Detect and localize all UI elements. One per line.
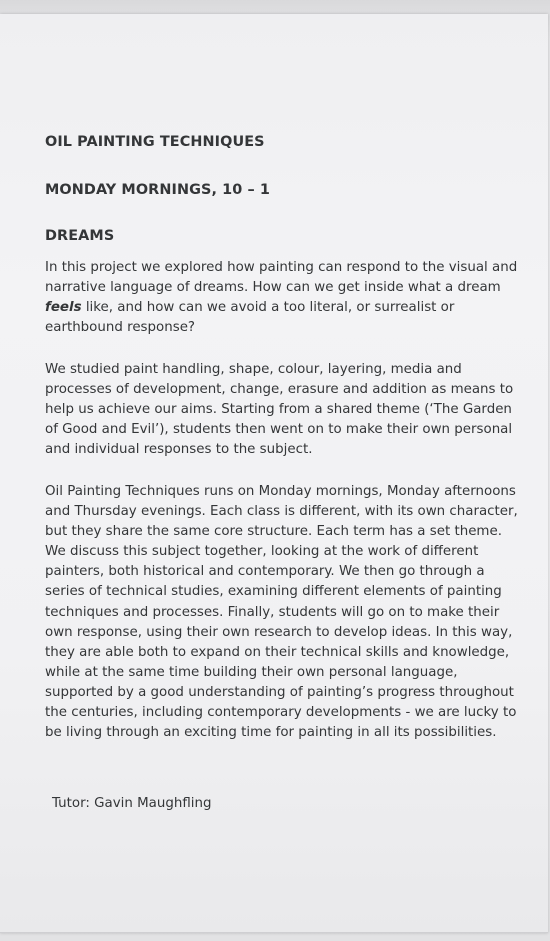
intro-text-end: like, and how can we avoid a too literal, or surrealist or earthbound response?: [45, 300, 455, 336]
schedule-heading: MONDAY MORNINGS, 10 – 1: [45, 182, 271, 198]
intro-paragraph: [45, 258, 520, 338]
paper-sheet: [0, 14, 548, 933]
project-heading: DREAMS: [45, 228, 115, 244]
methods-paragraph: We studied paint handling, shape, colour, layering, media and processes of development, change, erasure and addition as means to help us achieve our aims. Starting from a shared theme (‘The Garden of Good and Evil’), students then went on to make their own personal and individual responses to the subject.: [45, 362, 514, 458]
intro-text-start: In this project we explored how painting can respond to the visual and narrative language of dreams. How can we get inside what a dream: [45, 260, 518, 296]
course-title: OIL PAINTING TECHNIQUES: [45, 134, 265, 150]
emphasis-word: feels: [45, 300, 82, 316]
course-description-paragraph: Oil Painting Techniques runs on Monday mornings, Monday afternoons and Thursday evenings. Each class is different, with its own character, but they share the same core structure. Each term has a set theme. We discuss this subject together, looking at the work of different painters, both historical and contemporary. We then go through a series of technical studies, examining different elements of painting techniques and processes. Finally, students will go on to make their own response, using their own research to develop ideas. In this way, they are able both to expand on their technical skills and knowledge, while at the same time building their own personal language, supported by a good understanding of painting’s progress throughout the centuries, including contemporary developments - we are lucky to be living through an exciting time for painting in all its possibilities.: [45, 484, 518, 741]
tutor-credit: Tutor: Gavin Maughfling: [52, 796, 212, 811]
